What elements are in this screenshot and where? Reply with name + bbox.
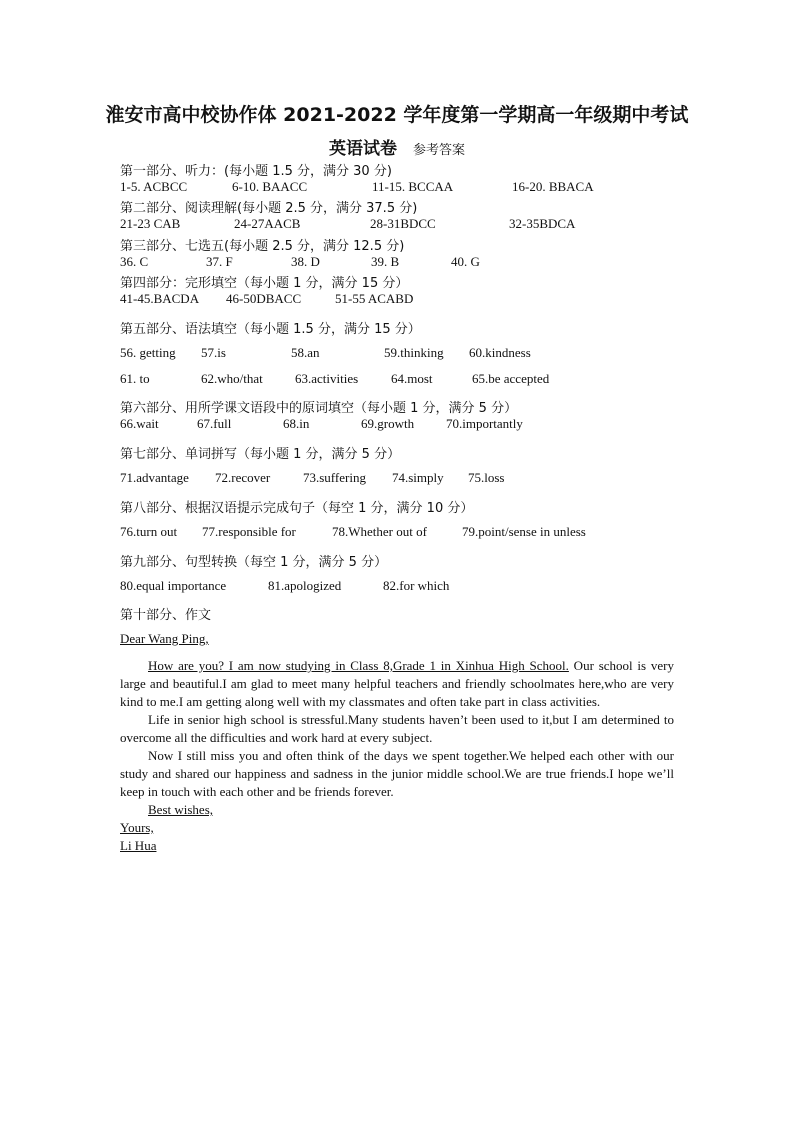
- section-heading-3: 第三部分、七选五(每小题 2.5 分，满分 12.5 分): [120, 239, 405, 254]
- subtitle-tag: 参考答案: [412, 143, 465, 158]
- section-heading-5: 第五部分、语法填空（每小题 1.5 分，满分 15 分）: [120, 322, 421, 337]
- answer-item: 60.kindness: [469, 345, 531, 360]
- answer-item: 39. B: [371, 254, 400, 269]
- answer-item: 21-23 CAB: [120, 216, 181, 231]
- answer-item: 76.turn out: [120, 524, 178, 539]
- letter-paragraph-1-rest: Our school is very large and beautiful.I am glad to meet many helpful teachers and friendly schoolmates here,who are very kind to me.I am getting along well with my classmates and often take part in class activities.: [120, 658, 674, 709]
- letter-paragraph-3: Now I still miss you and often think of the days we spent together.We helped each other with our study and shared our happiness and sadness in the junior middle school.We are true friends.I hope we’ll keep in touch with each other and be friends forever.: [120, 748, 674, 799]
- essay-letter: [120, 630, 674, 855]
- answer-item: 38. D: [291, 254, 320, 269]
- answer-row-3: [0, 254, 794, 272]
- section-heading-9: 第九部分、句型转换（每空 1 分，满分 5 分）: [120, 555, 388, 570]
- answer-item: 81.apologized: [268, 578, 342, 593]
- letter-signature-text: Li Hua: [120, 838, 157, 853]
- answer-item: 11-15. BCCAA: [372, 179, 454, 194]
- answer-item: 28-31BDCC: [370, 216, 436, 231]
- letter-yours: [120, 819, 674, 837]
- answer-item: 80.equal importance: [120, 578, 227, 593]
- section-heading-6: 第六部分、用所学课文语段中的原词填空（每小题 1 分，满分 5 分）: [120, 401, 518, 416]
- answer-row-7: [0, 470, 794, 488]
- answer-row-5b: [0, 371, 794, 389]
- answer-item: 63.activities: [295, 371, 359, 386]
- letter-paragraph-2: Life in senior high school is stressful.Many students haven’t been used to it,but I am determined to overcome all the difficulties and work hard at every subject.: [120, 712, 674, 745]
- answer-item: 82.for which: [383, 578, 450, 593]
- answer-row-5a: [0, 345, 794, 363]
- answer-item: 72.recover: [215, 470, 271, 485]
- subtitle-main: 英语试卷: [328, 139, 397, 159]
- answer-item: 24-27AACB: [234, 216, 301, 231]
- answer-item: 79.point/sense in unless: [462, 524, 586, 539]
- section-heading-10: 第十部分、作文: [120, 608, 212, 623]
- answer-row-6: [0, 416, 794, 434]
- answer-row-9: [0, 578, 794, 596]
- answer-item: 68.in: [283, 416, 310, 431]
- section-heading-4: 第四部分：完形填空（每小题 1 分，满分 15 分）: [120, 276, 409, 291]
- letter-closing-text: Best wishes,: [148, 802, 213, 817]
- answer-item: 74.simply: [392, 470, 444, 485]
- answer-item: 32-35BDCA: [509, 216, 576, 231]
- answer-item: 56. getting: [120, 345, 176, 360]
- answer-item: 70.importantly: [446, 416, 523, 431]
- answer-row-1: [0, 179, 794, 197]
- letter-yours-text: Yours,: [120, 820, 154, 835]
- letter-salutation: Dear Wang Ping,: [120, 631, 209, 646]
- answer-item: 36. C: [120, 254, 149, 269]
- section-heading-8: 第八部分、根据汉语提示完成句子（每空 1 分，满分 10 分）: [120, 501, 474, 516]
- page-title: 淮安市高中校协作体 2021-2022 学年度第一学期高一年级期中考试: [105, 104, 689, 126]
- answer-item: 16-20. BBACA: [512, 179, 594, 194]
- answer-item: 41-45.BACDA: [120, 291, 200, 306]
- answer-item: 65.be accepted: [472, 371, 550, 386]
- answer-item: 75.loss: [468, 470, 505, 485]
- answer-item: 62.who/that: [201, 371, 263, 386]
- letter-signature: [120, 837, 674, 855]
- section-heading-2: 第二部分、阅读理解(每小题 2.5 分，满分 37.5 分): [120, 201, 418, 216]
- answer-item: 46-50DBACC: [226, 291, 302, 306]
- answer-item: 51-55 ACABD: [335, 291, 414, 306]
- answer-item: 71.advantage: [120, 470, 189, 485]
- answer-item: 1-5. ACBCC: [120, 179, 188, 194]
- page-subtitle: [0, 134, 794, 159]
- letter-closing: [120, 801, 674, 819]
- letter-paragraph-1-underlined: How are you? I am now studying in Class 8,Grade 1 in Xinhua High School.: [148, 658, 569, 673]
- answer-item: 67.full: [197, 416, 232, 431]
- section-heading-1: 第一部分、听力：(每小题 1.5 分，满分 30 分): [120, 164, 392, 179]
- answer-item: 73.suffering: [303, 470, 366, 485]
- answer-row-4: [0, 291, 794, 309]
- answer-item: 61. to: [120, 371, 150, 386]
- answer-row-8: [0, 524, 794, 542]
- answer-item: 69.growth: [361, 416, 415, 431]
- answer-item: 57.is: [201, 345, 226, 360]
- section-heading-7: 第七部分、单词拼写（每小题 1 分，满分 5 分）: [120, 447, 401, 462]
- letter-paragraph-1: [120, 657, 674, 711]
- answer-item: 59.thinking: [384, 345, 444, 360]
- answer-item: 64.most: [391, 371, 433, 386]
- answer-item: 6-10. BAACC: [232, 179, 308, 194]
- answer-row-2: [0, 216, 794, 234]
- answer-item: 78.Whether out of: [332, 524, 427, 539]
- answer-item: 37. F: [206, 254, 233, 269]
- answer-item: 58.an: [291, 345, 320, 360]
- answer-item: 40. G: [451, 254, 480, 269]
- answer-item: 77.responsible for: [202, 524, 296, 539]
- answer-item: 66.wait: [120, 416, 159, 431]
